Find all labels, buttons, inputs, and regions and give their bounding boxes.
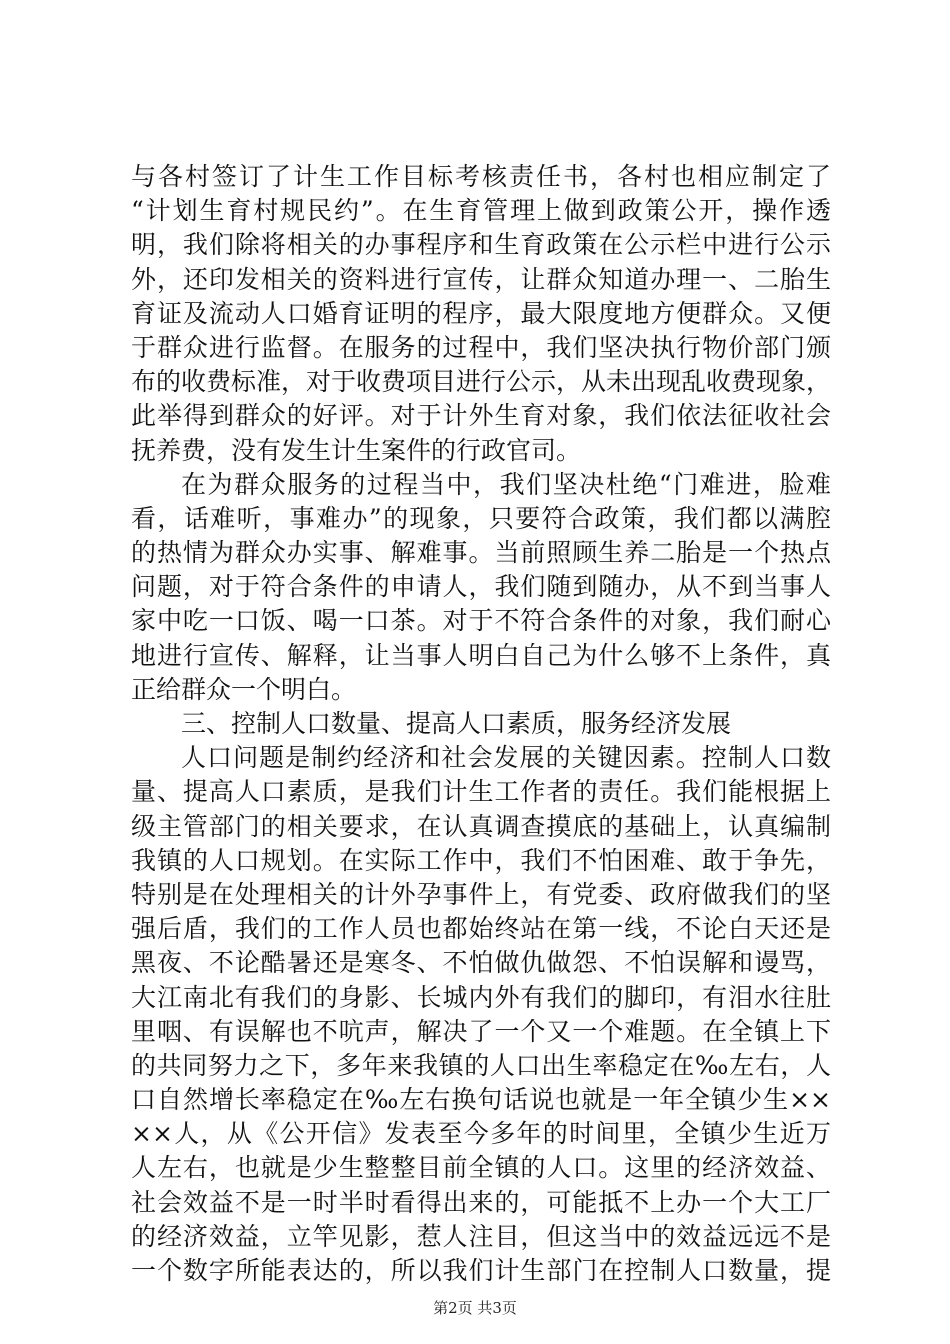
text-line: 正给群众一个明白。	[131, 674, 357, 704]
text-line: 量、提高人口素质，是我们计生工作者的责任。我们能根据上	[131, 777, 831, 807]
text-line: 问题，对于符合条件的申请人，我们随到随办，从不到当事人	[131, 572, 831, 602]
text-line: 于群众进行监督。在服务的过程中，我们坚决执行物价部门颁	[131, 332, 831, 362]
text-line: 社会效益不是一时半时看得出来的，可能抵不上办一个大工厂	[131, 1187, 831, 1217]
text-line: 黑夜、不论酷暑还是寒冬、不怕做仇做怨、不怕误解和谩骂，	[131, 948, 831, 978]
text-line: 育证及流动人口婚育证明的程序，最大限度地方便群众。又便	[131, 298, 831, 328]
text-line: 一个数字所能表达的，所以我们计生部门在控制人口数量，提	[131, 1256, 831, 1285]
text-line: 外，还印发相关的资料进行宣传，让群众知道办理一、二胎生	[131, 264, 831, 294]
text-line: 此举得到群众的好评。对于计外生育对象，我们依法征收社会	[131, 401, 831, 431]
text-line: 人口问题是制约经济和社会发展的关键因素。控制人口数	[181, 743, 831, 773]
text-line: 地进行宣传、解释，让当事人明白自己为什么够不上条件，真	[131, 640, 831, 670]
text-line: 看，话难听，事难办”的现象，只要符合政策，我们都以满腔	[131, 503, 831, 533]
text-line: 的热情为群众办实事、解难事。当前照顾生养二胎是一个热点	[131, 538, 831, 568]
text-line: 口自然增长率稳定在‰左右换句话说也就是一年全镇少生××	[131, 1085, 831, 1115]
text-line: 与各村签订了计生工作目标考核责任书，各村也相应制定了	[131, 162, 831, 191]
text-line: 明，我们除将相关的办事程序和生育政策在公示栏中进行公示	[131, 230, 831, 260]
section-heading: 三、控制人口数量、提高人口素质，服务经济发展	[181, 709, 732, 738]
text-line: 大江南北有我们的身影、长城内外有我们的脚印，有泪水往肚	[131, 982, 831, 1012]
text-line: 的共同努力之下，多年来我镇的人口出生率稳定在‰左右，人	[131, 1050, 831, 1080]
text-line: 家中吃一口饭、喝一口茶。对于不符合条件的对象，我们耐心	[131, 606, 831, 636]
text-line: 特别是在处理相关的计外孕事件上，有党委、政府做我们的坚	[131, 879, 831, 909]
text-line: 强后盾，我们的工作人员也都始终站在第一线，不论白天还是	[131, 914, 831, 944]
text-line: 抚养费，没有发生计生案件的行政官司。	[131, 435, 582, 465]
page-footer: 第2页 共3页	[433, 1299, 517, 1317]
text-line: “计划生育村规民约”。在生育管理上做到政策公开，操作透	[131, 196, 831, 226]
text-line: 布的收费标准，对于收费项目进行公示，从未出现乱收费现象，	[131, 367, 832, 397]
text-line: 人左右，也就是少生整整目前全镇的人口。这里的经济效益、	[131, 1153, 831, 1183]
text-line: 在为群众服务的过程当中，我们坚决杜绝“门难进，脸难	[181, 469, 831, 499]
text-line: 的经济效益，立竿见影，惹人注目，但这当中的效益远远不是	[131, 1221, 831, 1251]
text-line: 级主管部门的相关要求，在认真调查摸底的基础上，认真编制	[131, 811, 831, 841]
text-line: 我镇的人口规划。在实际工作中，我们不怕困难、敢于争先，	[131, 845, 831, 875]
text-line: ××人，从《公开信》发表至今多年的时间里，全镇少生近万	[131, 1119, 831, 1149]
text-line: 里咽、有误解也不吭声，解决了一个又一个难题。在全镇上下	[131, 1016, 831, 1046]
document-body	[131, 160, 831, 1288]
